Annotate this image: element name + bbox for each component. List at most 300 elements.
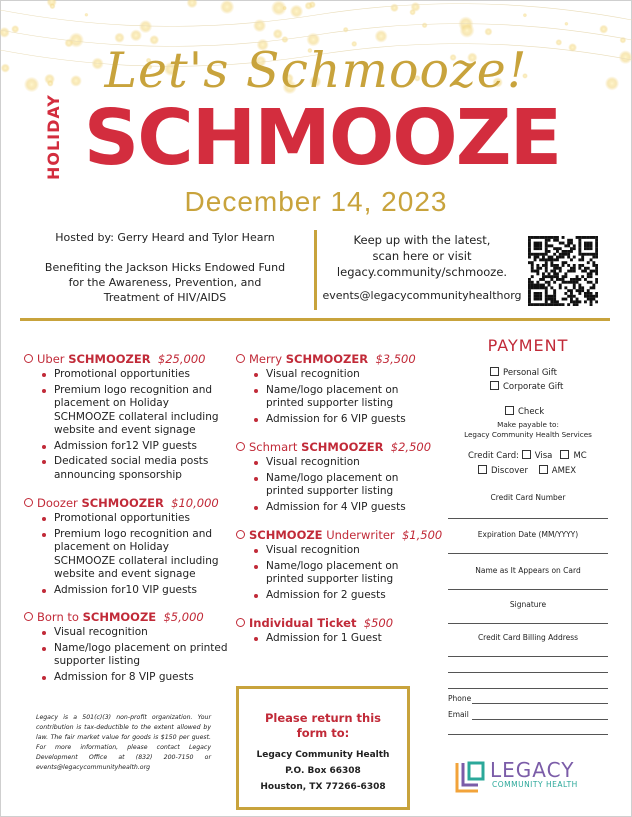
qr-module bbox=[595, 272, 598, 275]
qr-module bbox=[587, 272, 590, 275]
qr-module bbox=[595, 239, 598, 242]
horizontal-divider bbox=[20, 318, 610, 321]
qr-module bbox=[542, 303, 545, 306]
qr-module bbox=[564, 298, 567, 301]
benefit-item: Admission for 1 Guest bbox=[266, 632, 416, 646]
benefit-item: Visual recognition bbox=[266, 456, 416, 470]
qr-module bbox=[570, 250, 573, 253]
qr-module bbox=[553, 272, 556, 275]
qr-module bbox=[587, 295, 590, 298]
qr-module bbox=[542, 278, 545, 281]
qr-module bbox=[542, 264, 545, 267]
qr-module bbox=[545, 300, 548, 303]
light-bulb bbox=[49, 3, 55, 9]
qr-module bbox=[564, 275, 567, 278]
qr-module bbox=[595, 236, 598, 239]
qr-code-icon[interactable] bbox=[528, 236, 598, 306]
tier-checkbox[interactable] bbox=[24, 354, 33, 363]
qr-module bbox=[595, 244, 598, 247]
qr-module bbox=[545, 267, 548, 270]
qr-module bbox=[587, 253, 590, 256]
benefit-item: Admission for 2 guests bbox=[266, 589, 436, 603]
qr-module bbox=[536, 272, 539, 275]
email-label: Email bbox=[448, 710, 469, 719]
extra-field[interactable] bbox=[448, 734, 608, 735]
tier-merry-schmoozer: Merry SCHMOOZER $3,500 Visual recognition Name/logo placement on printed supporter listing Admission for 6 VIP guests bbox=[236, 352, 416, 428]
qr-module bbox=[595, 270, 598, 273]
qr-module bbox=[539, 298, 542, 301]
qr-module bbox=[590, 275, 593, 278]
qr-module bbox=[581, 275, 584, 278]
tier-checkbox[interactable] bbox=[236, 530, 245, 539]
checkbox[interactable] bbox=[505, 406, 514, 415]
qr-module bbox=[556, 275, 559, 278]
billing-address-label: Credit Card Billing Address bbox=[477, 633, 579, 642]
qr-module bbox=[581, 264, 584, 267]
qr-module bbox=[587, 281, 590, 284]
tier-born-to-schmooze: Born to SCHMOOZE $5,000 Visual recognition Name/logo placement on printed supporter listing Admission for 8 VIP guests bbox=[24, 610, 229, 686]
qr-module bbox=[576, 278, 579, 281]
qr-module bbox=[553, 289, 556, 292]
qr-module bbox=[573, 270, 576, 273]
qr-module bbox=[536, 284, 539, 287]
payment-title: PAYMENT bbox=[487, 336, 569, 355]
billing-address-field-1[interactable] bbox=[448, 656, 608, 657]
tier-checkbox[interactable] bbox=[236, 354, 245, 363]
qr-module bbox=[534, 258, 537, 261]
qr-module bbox=[564, 250, 567, 253]
billing-address-field-3[interactable] bbox=[448, 688, 608, 689]
qr-module bbox=[553, 300, 556, 303]
return-address-box: Please return this form to: Legacy Community Health P.O. Box 66308 Houston, TX 77266-6308 bbox=[236, 686, 410, 810]
qr-module bbox=[536, 247, 539, 250]
qr-module bbox=[576, 303, 579, 306]
qr-module bbox=[573, 264, 576, 267]
qr-module bbox=[539, 253, 542, 256]
qr-module bbox=[545, 292, 548, 295]
benefit-item: Admission for10 VIP guests bbox=[54, 584, 224, 598]
benefit-item: Promotional opportunities bbox=[54, 368, 224, 382]
qr-module bbox=[542, 236, 545, 239]
qr-module bbox=[548, 298, 551, 301]
qr-module bbox=[539, 292, 542, 295]
qr-module bbox=[539, 244, 542, 247]
amex-checkbox[interactable] bbox=[539, 465, 548, 474]
qr-module bbox=[578, 286, 581, 289]
benefit-item: Visual recognition bbox=[266, 368, 416, 382]
hosted-by: Hosted by: Gerry Heard and Tylor Hearn bbox=[55, 231, 275, 244]
qr-module bbox=[534, 298, 537, 301]
benefit-item: Admission for 4 VIP guests bbox=[266, 501, 416, 515]
qr-module bbox=[528, 239, 531, 242]
qr-module bbox=[562, 278, 565, 281]
signature-label: Signature bbox=[509, 600, 547, 609]
qr-module bbox=[553, 275, 556, 278]
qr-module bbox=[539, 303, 542, 306]
qr-module bbox=[567, 242, 570, 245]
qr-module bbox=[573, 303, 576, 306]
qr-module bbox=[550, 264, 553, 267]
qr-module bbox=[559, 256, 562, 259]
qr-module bbox=[548, 256, 551, 259]
light-bulb bbox=[0, 27, 10, 38]
qr-module bbox=[559, 247, 562, 250]
name-on-card-field[interactable] bbox=[448, 589, 608, 590]
qr-module bbox=[542, 284, 545, 287]
qr-module bbox=[553, 267, 556, 270]
qr-module bbox=[548, 244, 551, 247]
qr-module bbox=[545, 236, 548, 239]
qr-module bbox=[567, 264, 570, 267]
qr-module bbox=[587, 298, 590, 301]
qr-module bbox=[548, 250, 551, 253]
qr-module bbox=[548, 272, 551, 275]
tier-checkbox[interactable] bbox=[236, 442, 245, 451]
qr-module bbox=[584, 278, 587, 281]
qr-module bbox=[590, 303, 593, 306]
qr-module bbox=[545, 244, 548, 247]
qr-module bbox=[564, 272, 567, 275]
qr-module bbox=[545, 264, 548, 267]
qr-module bbox=[587, 261, 590, 264]
qr-module bbox=[576, 236, 579, 239]
qr-module bbox=[553, 292, 556, 295]
qr-module bbox=[570, 292, 573, 295]
qr-module bbox=[534, 253, 537, 256]
qr-module bbox=[539, 242, 542, 245]
qr-module bbox=[528, 244, 531, 247]
qr-module bbox=[542, 272, 545, 275]
qr-module bbox=[562, 250, 565, 253]
qr-module bbox=[587, 242, 590, 245]
light-bulb bbox=[459, 23, 474, 38]
qr-module bbox=[528, 298, 531, 301]
qr-module bbox=[578, 284, 581, 287]
qr-module bbox=[545, 270, 548, 273]
light-bulb bbox=[390, 3, 399, 12]
qr-module bbox=[545, 258, 548, 261]
qr-module bbox=[536, 286, 539, 289]
check-option[interactable]: Check bbox=[505, 406, 544, 417]
qr-module bbox=[595, 292, 598, 295]
visa-checkbox[interactable] bbox=[522, 450, 531, 459]
qr-module bbox=[595, 281, 598, 284]
qr-module bbox=[592, 264, 595, 267]
qr-module bbox=[536, 270, 539, 273]
light-bulb bbox=[409, 9, 416, 16]
benefit-text: Benefiting the Jackson Hicks Endowed Fund for the Awareness, Prevention, and Treatment of HIV/AIDS bbox=[44, 261, 286, 304]
qr-module bbox=[531, 261, 534, 264]
qr-module bbox=[534, 295, 537, 298]
tier-schmoozer-underwriter: SCHMOOZE Underwriter $1,500 Visual recognition Name/logo placement on printed supporter listing Admission for 2 guests bbox=[236, 528, 436, 604]
qr-module bbox=[590, 253, 593, 256]
keep-up-text: Keep up with the latest, scan here or visit legacy.community/schmooze. bbox=[336, 233, 508, 279]
qr-module bbox=[553, 264, 556, 267]
phone-label: Phone bbox=[448, 694, 472, 703]
qr-module bbox=[528, 278, 531, 281]
qr-module bbox=[567, 289, 570, 292]
qr-module bbox=[578, 267, 581, 270]
qr-module bbox=[581, 258, 584, 261]
qr-module bbox=[545, 298, 548, 301]
qr-module bbox=[595, 253, 598, 256]
email-field[interactable] bbox=[472, 719, 608, 720]
qr-module bbox=[587, 267, 590, 270]
qr-module bbox=[570, 270, 573, 273]
qr-module bbox=[564, 253, 567, 256]
expiration-label: Expiration Date (MM/YYYY) bbox=[477, 530, 579, 539]
legacy-logo-icon bbox=[454, 760, 486, 794]
qr-module bbox=[534, 303, 537, 306]
qr-module bbox=[567, 270, 570, 273]
qr-module bbox=[536, 281, 539, 284]
qr-module bbox=[553, 298, 556, 301]
light-bulb bbox=[290, 5, 304, 19]
light-bulb bbox=[305, 2, 313, 10]
signature-field[interactable] bbox=[448, 623, 608, 624]
qr-module bbox=[578, 250, 581, 253]
expiration-field[interactable] bbox=[448, 553, 608, 554]
qr-module bbox=[570, 247, 573, 250]
qr-module bbox=[550, 258, 553, 261]
qr-module bbox=[545, 286, 548, 289]
qr-module bbox=[539, 267, 542, 270]
qr-module bbox=[556, 247, 559, 250]
qr-module bbox=[590, 300, 593, 303]
qr-module bbox=[562, 264, 565, 267]
qr-module bbox=[559, 267, 562, 270]
qr-module bbox=[548, 284, 551, 287]
qr-module bbox=[595, 242, 598, 245]
qr-module bbox=[539, 295, 542, 298]
tier-doozer-schmoozer: Doozer SCHMOOZER $10,000 Promotional opportunities Premium logo recognition and placement on Holiday SCHMOOZE collateral including website and event signage Admission for10 VIP guests bbox=[24, 496, 224, 599]
qr-module bbox=[534, 256, 537, 259]
light-bulb bbox=[343, 27, 349, 33]
qr-module bbox=[590, 286, 593, 289]
qr-module bbox=[573, 295, 576, 298]
tier-checkbox[interactable] bbox=[24, 612, 33, 621]
qr-module bbox=[531, 253, 534, 256]
qr-module bbox=[567, 256, 570, 259]
qr-module bbox=[536, 236, 539, 239]
qr-module bbox=[553, 258, 556, 261]
qr-module bbox=[528, 261, 531, 264]
light-bulb bbox=[220, 0, 235, 14]
qr-module bbox=[587, 289, 590, 292]
qr-module bbox=[578, 244, 581, 247]
qr-module bbox=[556, 272, 559, 275]
billing-address-field-2[interactable] bbox=[448, 672, 608, 673]
qr-module bbox=[590, 247, 593, 250]
qr-module bbox=[592, 284, 595, 287]
qr-module bbox=[595, 267, 598, 270]
qr-module bbox=[528, 300, 531, 303]
light-bulb bbox=[273, 29, 283, 39]
name-on-card-label: Name as It Appears on Card bbox=[475, 566, 581, 575]
phone-field[interactable] bbox=[472, 703, 608, 704]
qr-module bbox=[534, 286, 537, 289]
qr-module bbox=[534, 284, 537, 287]
qr-module bbox=[578, 258, 581, 261]
qr-module bbox=[539, 236, 542, 239]
qr-module bbox=[550, 295, 553, 298]
vertical-divider bbox=[314, 230, 317, 310]
light-bulb bbox=[84, 13, 88, 17]
mc-checkbox[interactable] bbox=[560, 450, 569, 459]
qr-module bbox=[556, 236, 559, 239]
qr-module bbox=[564, 261, 567, 264]
qr-module bbox=[584, 247, 587, 250]
qr-module bbox=[528, 286, 531, 289]
checkbox[interactable] bbox=[490, 381, 499, 390]
qr-module bbox=[578, 253, 581, 256]
light-bulb bbox=[484, 28, 492, 36]
benefit-item: Name/logo placement on printed supporter listing bbox=[54, 641, 228, 667]
light-bulb bbox=[599, 25, 608, 34]
qr-module bbox=[592, 256, 595, 259]
qr-module bbox=[578, 300, 581, 303]
qr-module bbox=[539, 247, 542, 250]
qr-module bbox=[545, 281, 548, 284]
qr-module bbox=[570, 300, 573, 303]
benefit-item: Dedicated social media posts announcing sponsorship bbox=[54, 455, 224, 482]
qr-module bbox=[595, 295, 598, 298]
light-bulb bbox=[139, 20, 152, 33]
qr-module bbox=[590, 258, 593, 261]
qr-module bbox=[590, 242, 593, 245]
qr-module bbox=[573, 284, 576, 287]
qr-module bbox=[548, 239, 551, 242]
qr-module bbox=[536, 298, 539, 301]
discover-checkbox[interactable] bbox=[478, 465, 487, 474]
corporate-gift-option[interactable]: Corporate Gift bbox=[490, 381, 563, 392]
qr-module bbox=[562, 281, 565, 284]
credit-card-options-2: Discover AMEX bbox=[478, 465, 576, 476]
qr-module bbox=[550, 286, 553, 289]
qr-module bbox=[590, 281, 593, 284]
event-title: SCHMOOZE bbox=[83, 94, 561, 183]
qr-module bbox=[528, 292, 531, 295]
light-bulb bbox=[564, 22, 568, 26]
qr-module bbox=[553, 253, 556, 256]
qr-module bbox=[570, 289, 573, 292]
qr-module bbox=[573, 286, 576, 289]
qr-module bbox=[584, 270, 587, 273]
qr-module bbox=[548, 236, 551, 239]
qr-module bbox=[536, 253, 539, 256]
qr-module bbox=[595, 278, 598, 281]
qr-module bbox=[536, 242, 539, 245]
payable-to: Make payable to: Legacy Community Health Services bbox=[464, 420, 592, 439]
qr-module bbox=[595, 247, 598, 250]
light-bulb bbox=[187, 0, 198, 8]
qr-module bbox=[528, 295, 531, 298]
qr-module bbox=[542, 256, 545, 259]
qr-module bbox=[548, 281, 551, 284]
qr-module bbox=[528, 250, 531, 253]
qr-module bbox=[590, 236, 593, 239]
qr-module bbox=[550, 278, 553, 281]
qr-module bbox=[576, 298, 579, 301]
benefit-item: Promotional opportunities bbox=[54, 512, 224, 526]
light-bulb bbox=[422, 22, 428, 28]
qr-module bbox=[545, 303, 548, 306]
qr-module bbox=[587, 247, 590, 250]
legal-disclaimer: Legacy is a 501(c)(3) non-profit organization. Your contribution is tax-deductible to the extent allowed by law. The fair market value for goods is $150 per guest. For more information, please contact Legacy Development Office at (832) 200-7150 or events@legacycommunityhealth.org bbox=[36, 714, 211, 771]
qr-module bbox=[528, 284, 531, 287]
qr-module bbox=[573, 256, 576, 259]
tier-uber-schmoozer: Uber SCHMOOZER $25,000 Promotional opportunities Premium logo recognition and placement on Holiday SCHMOOZE collateral including website and event signage Admission for12 VIP guests Dedicated social media posts announcing sponsorship bbox=[24, 352, 224, 484]
qr-module bbox=[536, 264, 539, 267]
script-title: Let's Schmooze! bbox=[104, 42, 528, 99]
qr-module bbox=[570, 298, 573, 301]
personal-gift-option[interactable]: Personal Gift bbox=[490, 367, 557, 378]
qr-module bbox=[587, 244, 590, 247]
qr-module bbox=[545, 239, 548, 242]
qr-module bbox=[531, 264, 534, 267]
tier-checkbox[interactable] bbox=[236, 618, 245, 627]
qr-module bbox=[573, 278, 576, 281]
benefit-item: Name/logo placement on printed supporter listing bbox=[266, 560, 436, 587]
checkbox[interactable] bbox=[490, 367, 499, 376]
legacy-logo-name: LEGACY bbox=[490, 758, 575, 782]
qr-module bbox=[567, 303, 570, 306]
qr-module bbox=[534, 247, 537, 250]
qr-module bbox=[570, 278, 573, 281]
qr-module bbox=[553, 247, 556, 250]
qr-module bbox=[573, 267, 576, 270]
qr-module bbox=[562, 303, 565, 306]
qr-module bbox=[562, 298, 565, 301]
card-number-label: Credit Card Number bbox=[490, 493, 566, 502]
events-email[interactable]: events@legacycommunityhealthorg bbox=[322, 289, 522, 302]
qr-module bbox=[570, 258, 573, 261]
qr-module bbox=[536, 256, 539, 259]
qr-module bbox=[592, 261, 595, 264]
qr-module bbox=[534, 244, 537, 247]
qr-module bbox=[581, 236, 584, 239]
qr-module bbox=[553, 239, 556, 242]
qr-module bbox=[562, 261, 565, 264]
qr-module bbox=[584, 292, 587, 295]
qr-module bbox=[570, 267, 573, 270]
qr-module bbox=[542, 286, 545, 289]
light-bulb bbox=[523, 13, 527, 17]
qr-module bbox=[539, 278, 542, 281]
qr-module bbox=[590, 270, 593, 273]
qr-module bbox=[584, 244, 587, 247]
qr-module bbox=[559, 284, 562, 287]
qr-module bbox=[556, 239, 559, 242]
card-number-field[interactable] bbox=[448, 518, 608, 519]
tier-checkbox[interactable] bbox=[24, 498, 33, 507]
qr-module bbox=[550, 298, 553, 301]
qr-module bbox=[587, 275, 590, 278]
credit-card-options: Credit Card: Visa MC bbox=[468, 451, 587, 461]
qr-module bbox=[536, 244, 539, 247]
qr-module bbox=[550, 275, 553, 278]
qr-module bbox=[531, 270, 534, 273]
qr-module bbox=[531, 286, 534, 289]
qr-module bbox=[556, 250, 559, 253]
qr-module bbox=[562, 242, 565, 245]
qr-module bbox=[528, 247, 531, 250]
qr-module bbox=[562, 256, 565, 259]
qr-module bbox=[581, 270, 584, 273]
qr-module bbox=[550, 300, 553, 303]
qr-module bbox=[528, 289, 531, 292]
qr-module bbox=[545, 289, 548, 292]
